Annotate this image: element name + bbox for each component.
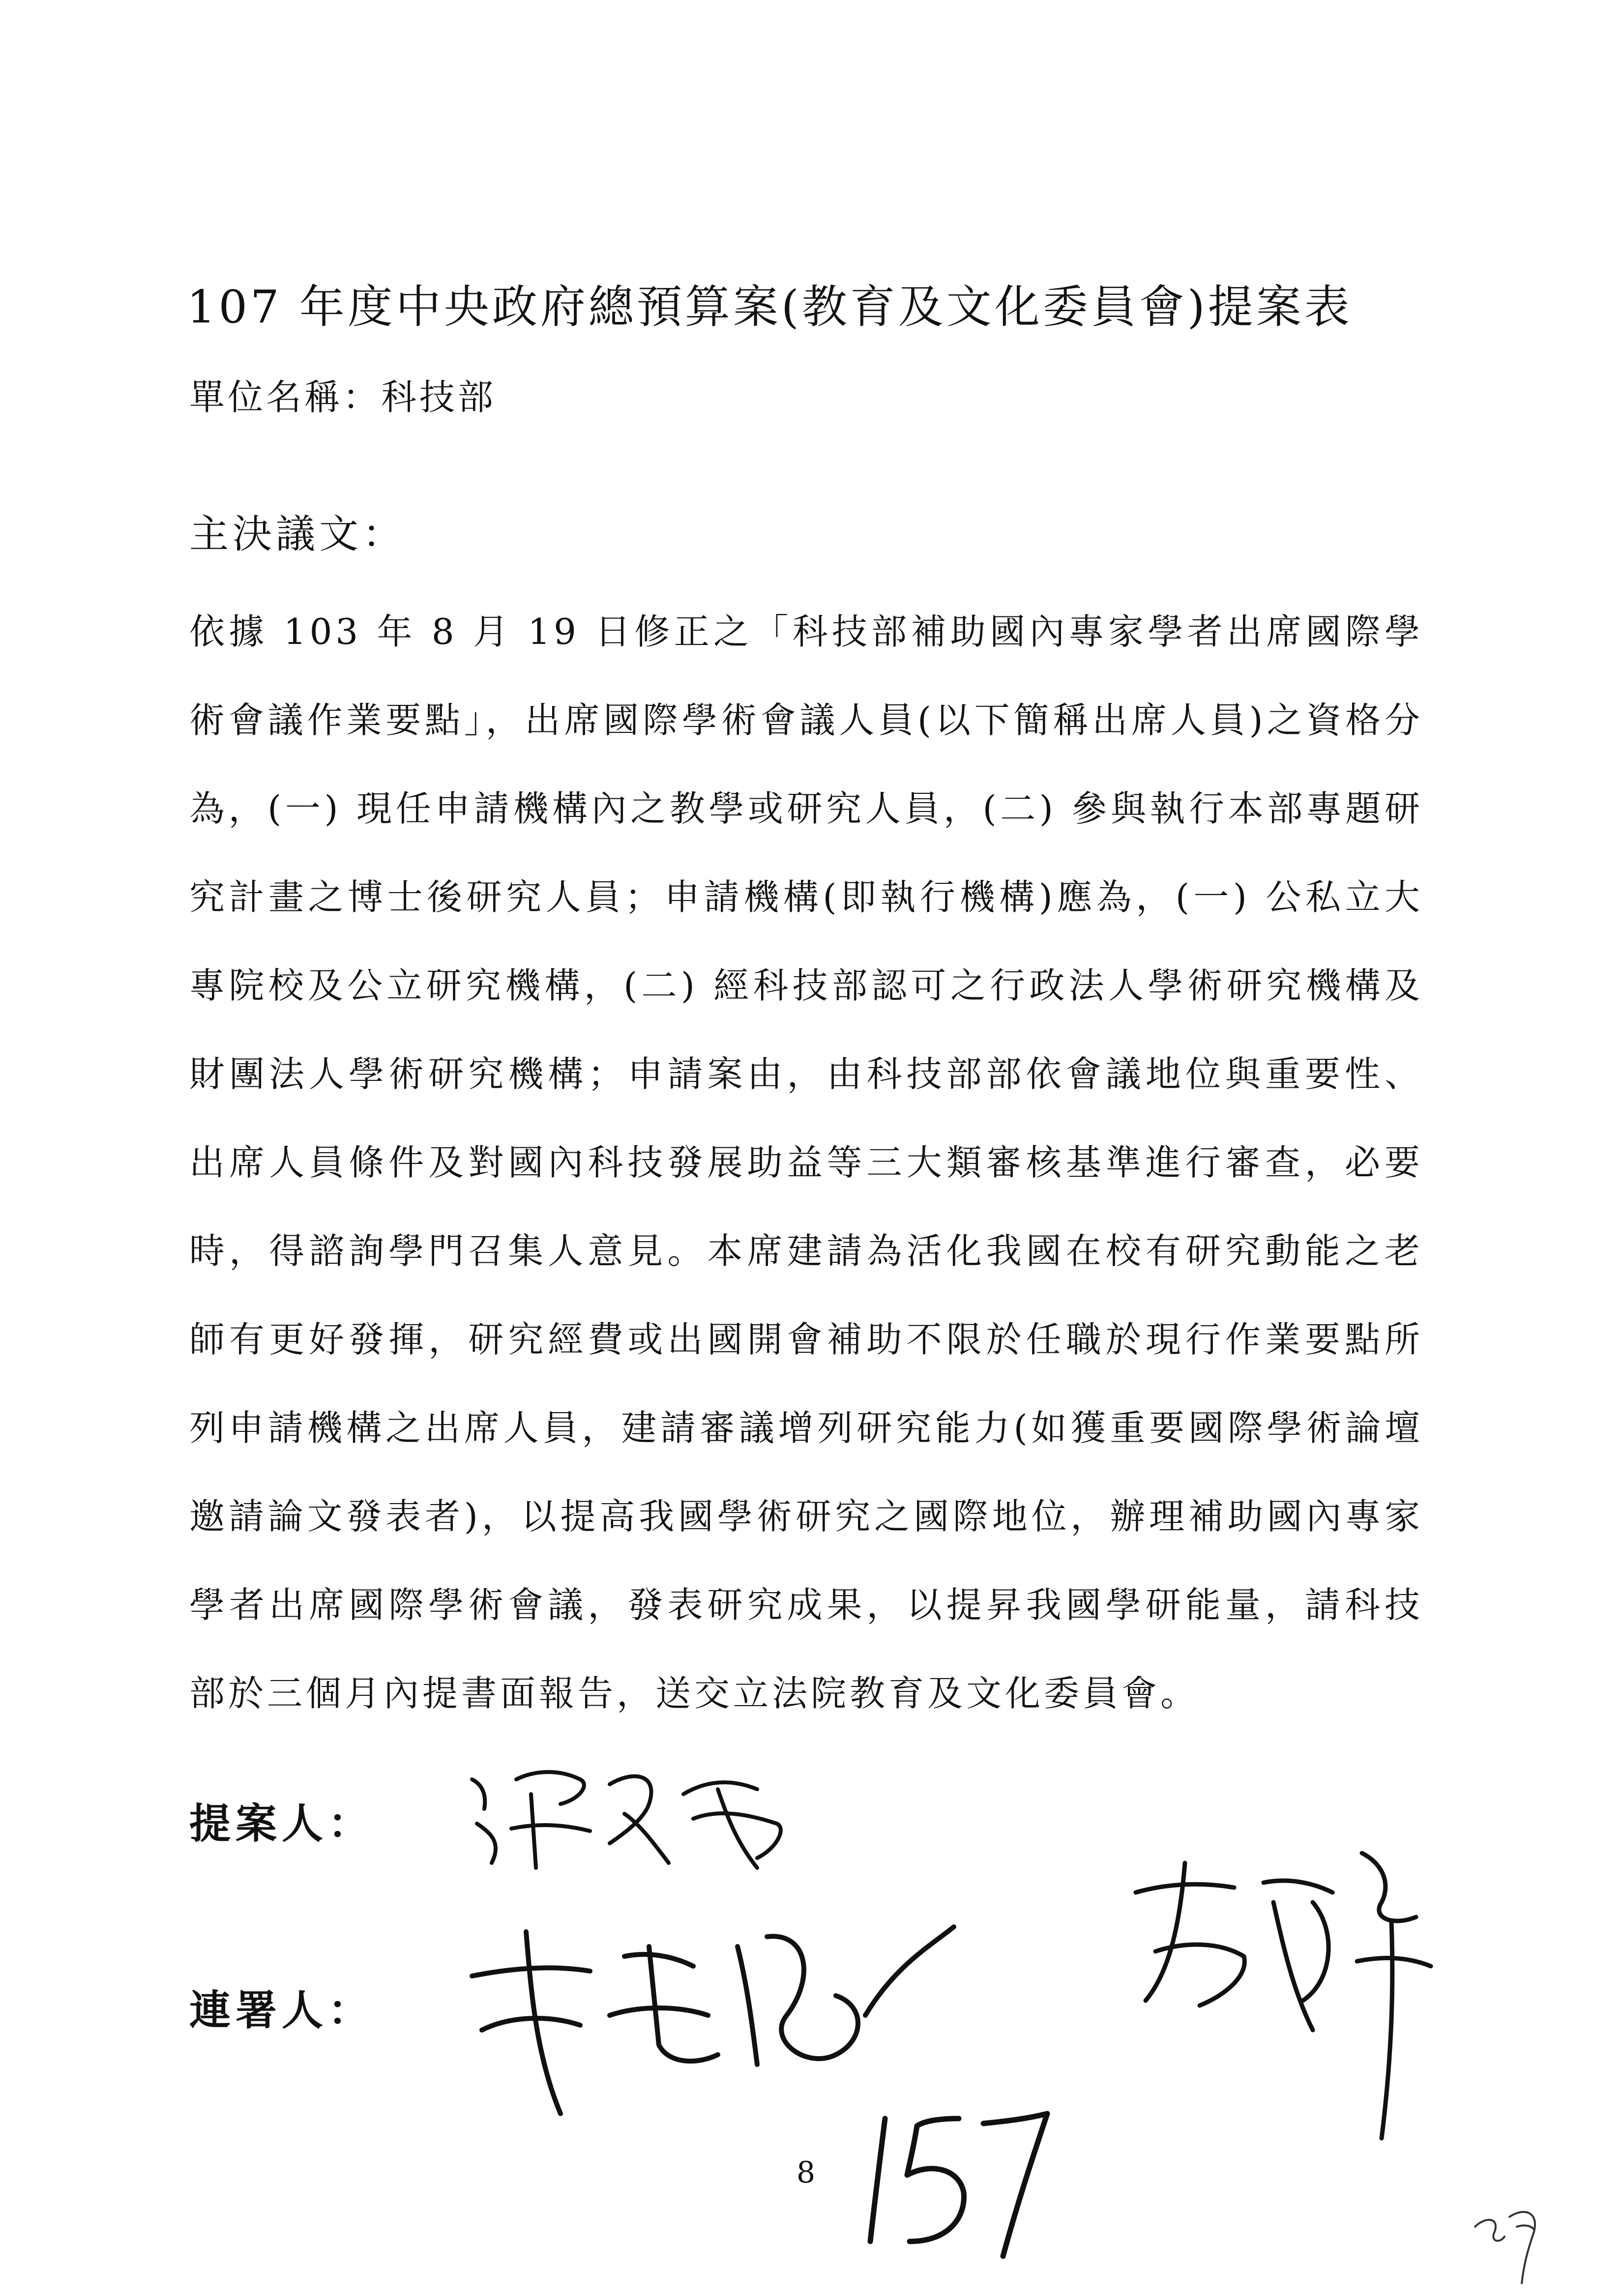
cosigner-label: 連署人： (189, 1986, 375, 2034)
cosigner-signature-2 (1126, 1833, 1446, 2148)
page-title: 107 年度中央政府總預算案(教育及文化委員會)提案表 (187, 281, 1353, 333)
corner-mark (1470, 2197, 1559, 2286)
unit-name: 單位名稱：科技部 (189, 377, 497, 418)
page-number: 8 (797, 2155, 816, 2190)
resolution-heading: 主決議文： (189, 511, 406, 557)
resolution-text: 依據 103 年 8 月 19 日修正之「科技部補助國內專家學者出席國際學術會議作業要點」，出席國際學術會議人員(以下簡稱出席人員)之資格分為，(一) 現任申請機構內之教學或研究人員，(二) 參與執行本部專題研究計畫之博士後研究人員；申請機構(即執行機構)應為，(一) 公私立大專院校及公立研究機構，(二) 經科技部認可之行政法人學術研究機構及財團法人學術研究機構；申請案由，由科技部部依會議地位與重要性、出席人員條件及對國內科技發展助益等三大類審核基準進行審查，必要時，得諮詢學門召集人意見。本席建請為活化我國在校有研究動能之老師有更好發揮，研究經費或出國開會補助不限於任職於現行作業要點所列申請機構之出席人員，建請審議增列研究能力(如獲重要國際學術論壇邀請論文發表者)，以提高我國學術研究之國際地位，辦理補助國內專家學者出席國際學術會議，發表研究成果，以提昇我國學研能量，請科技部於三個月內提書面報告，送交立法院教育及文化委員會。 (189, 611, 1423, 1714)
proposer-signature (462, 1750, 806, 1878)
cosigner-signature-1 (462, 1917, 983, 2128)
proposer-label: 提案人： (189, 1799, 375, 1848)
handwritten-number (856, 2099, 1052, 2261)
